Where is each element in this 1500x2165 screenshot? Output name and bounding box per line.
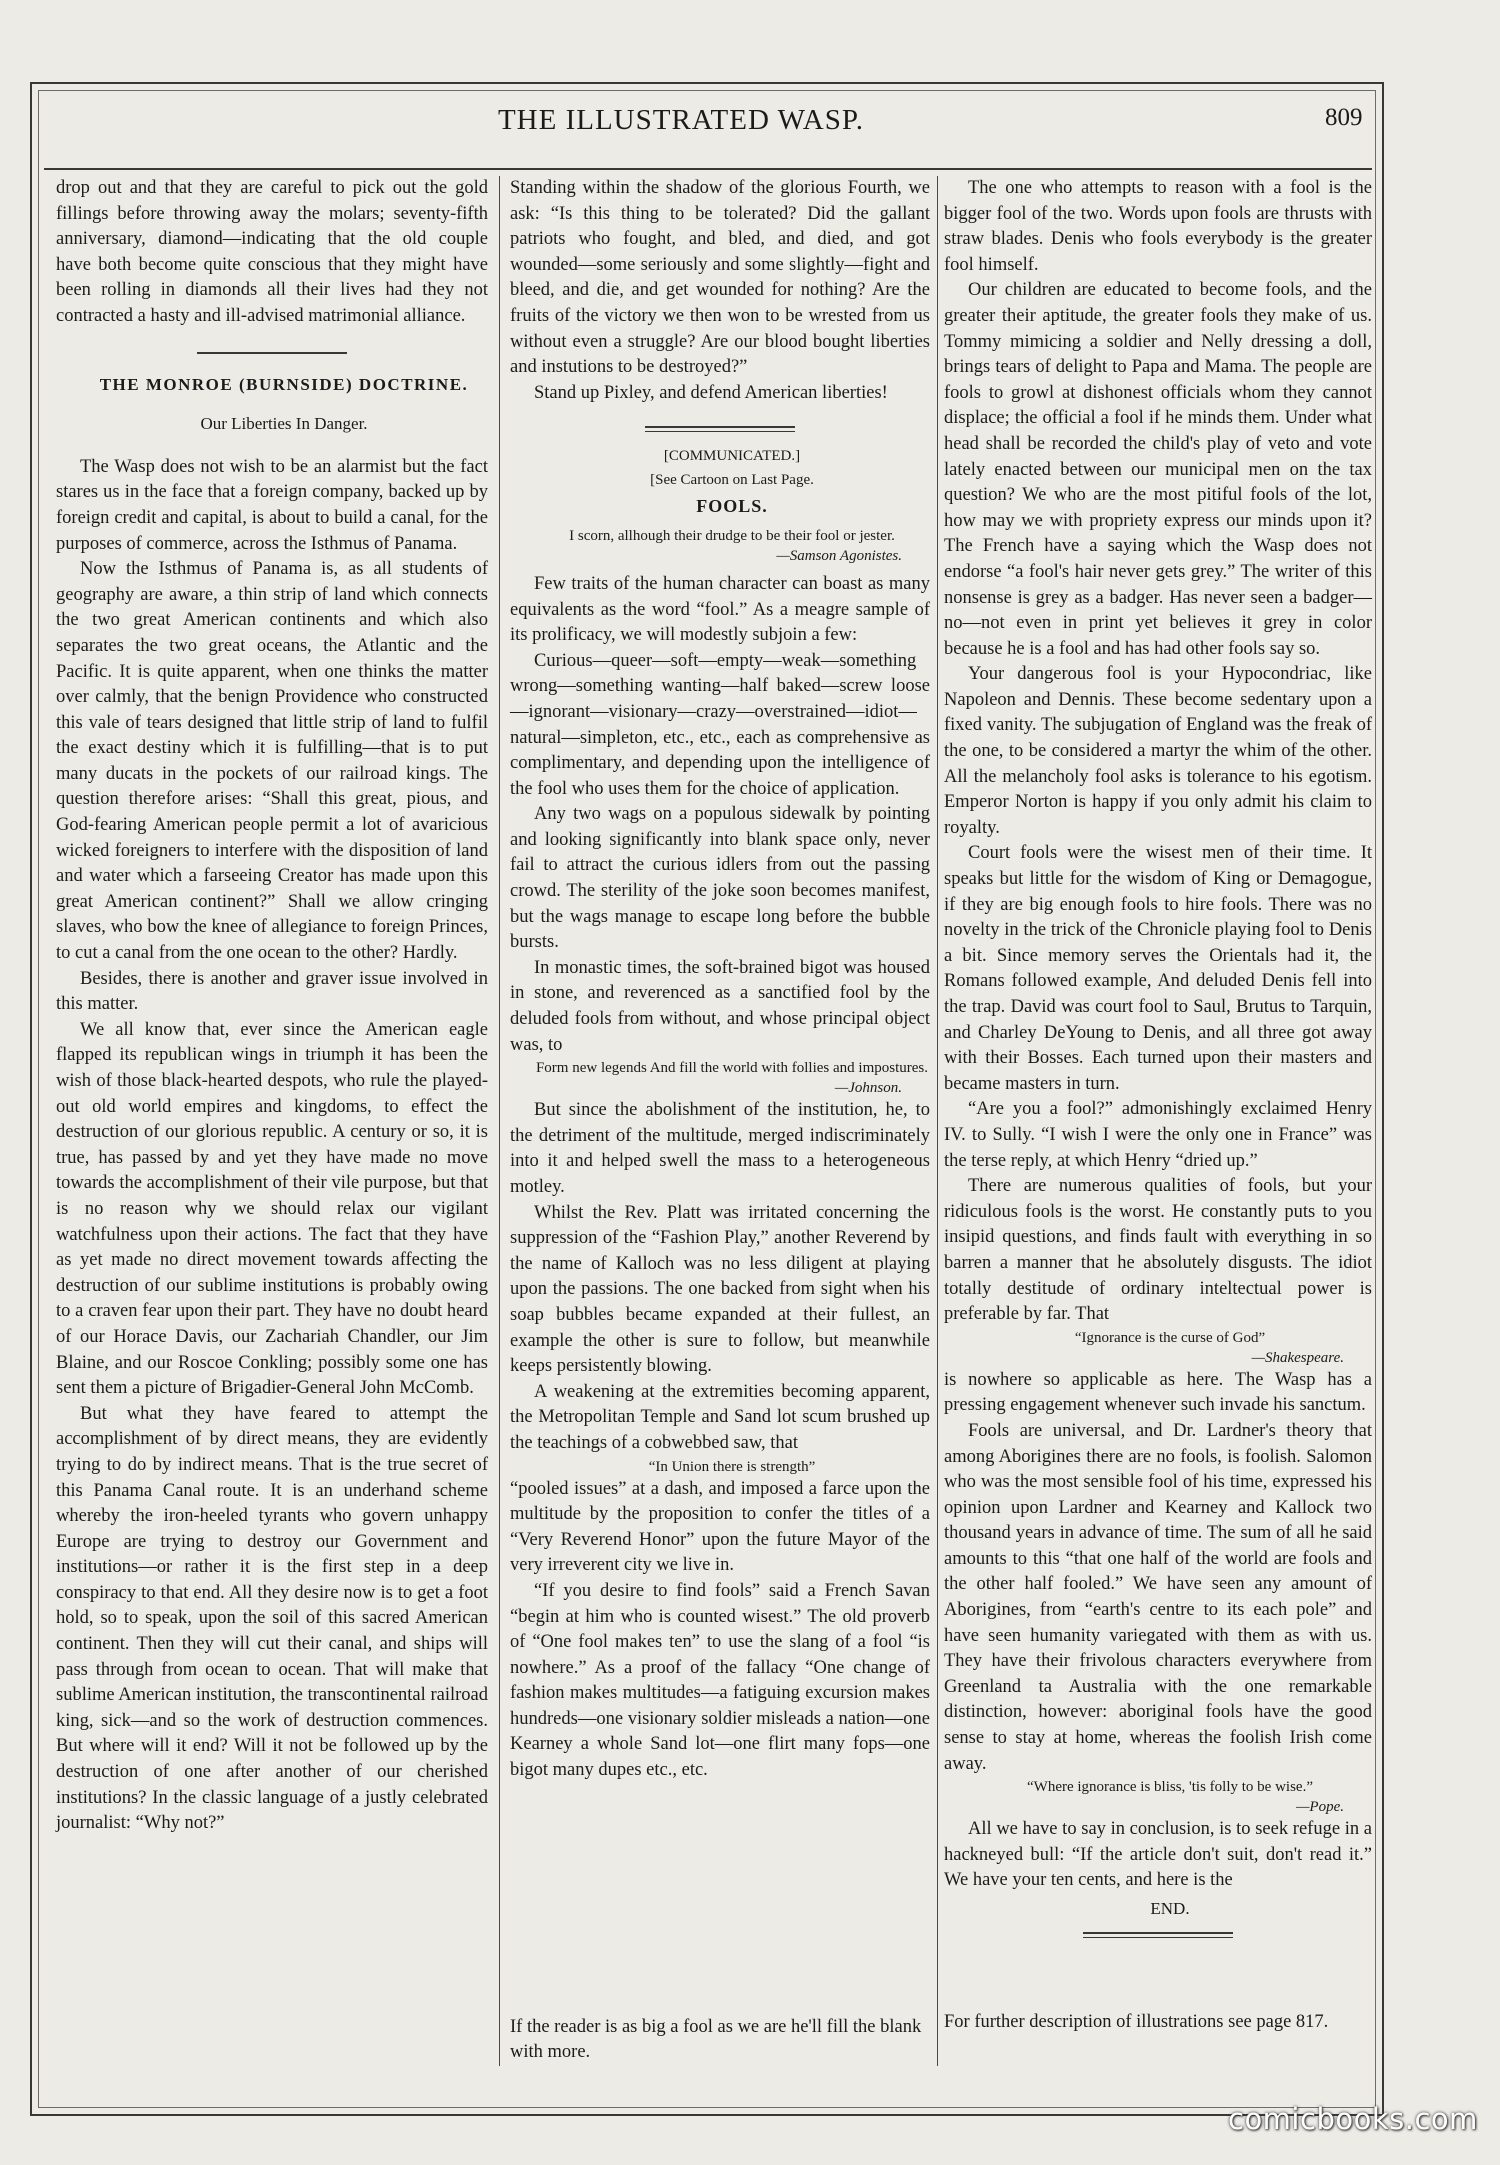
paragraph: The Wasp does not wish to be an alarmist but the fact stares us in the face that a foreign company, backed up by foreign credit and capital, is about to build a canal, for the purposes of commerce, across the Isthmus of Panama. — [56, 456, 488, 554]
quotation-attribution: —Johnson. — [834, 1080, 902, 1097]
column-2 — [510, 176, 930, 1784]
paragraph: is nowhere so applicable as here. The Wasp has a pressing engagement whenever such invade his sanctum. — [944, 1369, 1372, 1416]
paragraph: Fools are universal, and Dr. Lardner's theory that among Aborigines there are no fools, is foolish. Salomon who was the most sensible fool of his time, expressed his opinion upon Lardner and Kearney and Kallock two thousand years in advance of time. The sum of all he said amounts to this “that one half of the world are fools and the other half fooled.” We have seen any amount of Aborigines, from “earth's centre to its each pole” and have seen humanity variegated with them as with us. They have their frivolous characters everywhere from Greenland ta Australia with the one remarkable distinction, however: aboriginal fools have the good sense to stay at home, whereas the foolish Irish come away. — [944, 1420, 1372, 1774]
article-title: FOOLS. — [696, 496, 768, 517]
paragraph: Now the Isthmus of Panama is, as all students of geography are aware, a thin strip of land which connects the two great American continents and which also separates the two great oceans, the Atlantic and the Pacific. It is quite apparent, when one thinks the matter over calmly, that the benign Providence who constructed this vale of tears designed that little strip of land to fulfil the exact destiny which it is fulfilling—that is to put many ducats in the pockets of our railroad kings. The question therefore arises: “Shall this great, pious, and God-fearing American people permit a lot of avaricious wicked foreigners to interfere with the disposition of land and water which a farseeing Creator has made upon this great American continent?” Shall we allow cringing slaves, who bow the knee of allegiance to foreign Princes, to cut a canal from the one ocean to the other? Hardly. — [56, 559, 488, 964]
column-3 — [944, 176, 1372, 1946]
column-divider — [499, 176, 500, 2066]
communicated-label: [COMMUNICATED.] — [663, 448, 801, 465]
page-number: 809 — [1325, 104, 1363, 131]
paragraph: Standing within the shadow of the glorious Fourth, we ask: “Is this thing to be tolerated? Did the gallant patriots who fought, and bled, and died, and got wounded—some seriously and some slightly—fight and bleed, and die, and get wounded for nothing? Are the fruits of the victory we then won to be wrested from us without even a struggle? Are our blood bought liberties and instutions to be destroyed?” — [510, 178, 930, 378]
quotation: Form new legends And fill the world with follies and impostures. — [535, 1060, 929, 1077]
section-rule — [645, 426, 795, 432]
epigraph: I scorn, allhough their drudge to be their fool or jester. — [569, 527, 895, 544]
paragraph: A weakening at the extremities becoming apparent, the Metropolitan Temple and Sand lot scum brushed up the teachings of a cobwebbed saw, that — [510, 1381, 930, 1453]
quotation: “Ignorance is the curse of God” — [1074, 1329, 1266, 1346]
quotation: “Where ignorance is bliss, 'tis folly to be wise.” — [1027, 1779, 1313, 1796]
quotation: “In Union there is strength” — [648, 1458, 816, 1475]
paragraph: Stand up Pixley, and defend American liberties! — [534, 382, 888, 403]
paragraph: “pooled issues” at a dash, and imposed a farce upon the multitude by the proposition to confer the titles of a “Very Reverend Honor” upon the future Mayor of the very irreverent city we live in. — [510, 1478, 930, 1576]
paragraph: In monastic times, the soft-brained bigot was housed in stone, and reverenced as a sanctified fool by the deluded fools from without, and whose principal object was, to — [510, 957, 930, 1055]
paragraph: We all know that, ever since the American eagle flapped its republican wings in triumph it has been the wish of those black-hearted despots, who rule the played-out old world empires and kingdoms, to effect the destruction of our glorious republic. A century or so, it is true, has passed by and yet they have made no move towards the accomplishment of their vile purpose, but that is no reason why we should relax our vigilant watchfulness upon their actions. The fact that they have as yet made no direct movement towards affecting the destruction of our sublime institutions is probably owing to a craven fear upon their part. They have no doubt heard of our Horace Davis, our Zachariah Chandler, our Jim Blaine, and our Roscoe Conkling; possibly some one has sent them a picture of Brigadier-General John McComb. — [56, 1019, 488, 1399]
article-subtitle: Our Liberties In Danger. — [200, 414, 368, 434]
paragraph: All we have to say in conclusion, is to seek refuge in a hackneyed bull: “If the article don't suit, don't read it.” We have your ten cents, and here is the — [944, 1819, 1372, 1891]
column-1 — [56, 176, 488, 1837]
paragraph: “Are you a fool?” admonishingly exclaimed Henry IV. to Sully. “I wish I were the only one in France” was the terse reply, at which Henry “dried up.” — [944, 1099, 1372, 1171]
epigraph-attribution: —Samson Agonistes. — [776, 547, 902, 564]
page-header-title: THE ILLUSTRATED WASP. — [497, 104, 865, 136]
paragraph: Our children are educated to become fools, and the greater their aptitude, the greater fools they make of us. Tommy mimicing a soldier and Nelly dressing a doll, brings tears of delight to Papa and Mama. The people are fools to growl at dishonest officials whom they cannot displace; the official a fool if he minds them. Under what head shall be recorded the child's play of veto and vote lately enacted between our municipal men on the tax question? We who are the most pitiful fools of the lot, how may we with propriety express our minds upon it? The French have a saying which the Wasp does not endorse “a fool's hair never gets grey.” The writer of this nonsense is grey as a badger. Has never seen a badger—no—not even in print yet believes it grey in color because he is a fool and has had other fools say so. — [944, 280, 1372, 659]
header-rule — [44, 168, 1372, 170]
paragraph: “If you desire to find fools” said a French Savan “begin at him who is counted wisest.” The old proverb of “One fool makes ten” to use the slang of a fool “is nowhere.” As a proof of the fallacy “One change of fashion makes multitudes—a fatiguing excursion makes hundreds—one visionary soldier misleads a nation—one Kearney a whole Sand lot—one flirt many fops—one bigot many dupes etc., etc. — [510, 1580, 930, 1781]
end-mark: END. — [1150, 1899, 1190, 1918]
closing-note: If the reader is as big a fool as we are he'll fill the blank with more. — [510, 2017, 922, 2062]
site-watermark: comicbooks.com — [1228, 2102, 1478, 2136]
quotation-attribution: —Pope. — [1296, 1799, 1344, 1816]
paragraph: Curious—queer—soft—empty—weak—something wrong—something wanting—half baked—screw loose—ignorant—visionary—crazy—overstrained—idiot—natural—simpleton, etc., etc., each as comprehensive as complimentary, and depending upon the intelligence of the fool who uses them for the choice of application. — [510, 650, 930, 799]
paragraph: Your dangerous fool is your Hypocondriac, like Napoleon and Dennis. These become sedentary upon a fixed vanity. The subjugation of England was the freak of the one, to be considered a martyr the whim of the other. All the melancholy fool asks is tolerance to his egotism. Emperor Norton is happy if you only admit his claim to royalty. — [944, 664, 1372, 838]
illustrations-note: For further description of illustrations see page 817. — [944, 2012, 1329, 2032]
paragraph: There are numerous qualities of fools, but your ridiculous fools is the worst. He constantly puts to you insipid questions, and finds fault with everything in so barren a manner that he absolutely disgusts. The idiot totally destitude of ordinary inteltectual power is preferable by far. That — [944, 1176, 1372, 1325]
paragraph: Whilst the Rev. Platt was irritated concerning the suppression of the “Fashion Play,” another Reverend by the name of Kalloch was no less diligent at playing upon the passions. The one backed from sight when his soap bubbles became expanded at their fullest, an example the other is sure to follow, but meanwhile keeps persistently blowing. — [510, 1202, 930, 1377]
cartoon-note: [See Cartoon on Last Page. — [650, 472, 814, 489]
paragraph: Court fools were the wisest men of their time. It speaks but little for the wisdom of King or Demagogue, if they are big enough fools to hire fools. There was no novelty in the trick of the Chronicle playing fool to Denis a bit. Since memory serves the Orientals had it, the Romans followed example, And deluded Denis fell into the trap. David was court fool to Saul, Brutus to Tarquin, and Charley DeYoung to Denis, and all three got away with their Bosses. Each turned upon their masters and became masters in turn. — [944, 843, 1372, 1094]
paragraph: drop out and that they are careful to pick out the gold fillings before throwing away the molars; seventy-fifth anniversary, diamond—indicating that the old couple have both become quite conscious that they might have been rolling in diamonds all their lives had they not contracted a hasty and ill-advised matrimonial alliance. — [56, 178, 488, 326]
paragraph: Few traits of the human character can boast as many equivalents as the word “fool.” As a meagre sample of its prolificacy, we will modestly subjoin a few: — [510, 573, 930, 646]
column-divider — [937, 176, 938, 2066]
section-rule — [1083, 1932, 1233, 1938]
paragraph: Besides, there is another and graver issue involved in this matter. — [56, 968, 488, 1015]
paragraph: The one who attempts to reason with a fool is the bigger fool of the two. Words upon fools are thrusts with straw blades. Denis who fools everybody is the greater fool himself. — [944, 178, 1372, 275]
article-title: THE MONROE (BURNSIDE) DOCTRINE. — [99, 374, 469, 394]
paragraph: But what they have feared to attempt the accomplishment of by direct means, they are evidently trying to do by indirect means. That is the true secret of this Panama Canal route. It is an underhand scheme whereby the iron-heeled tyrants who govern unhappy Europe are trying to destroy our Government and institutions—or rather it is the first step in a deep conspiracy to that end. All they desire now is to get a foot hold, so to speak, upon the soil of this sacred American continent. Then they will cut their canal, and ships will pass through from ocean to ocean. That will make that sublime American institution, the transcontinental railroad king, sick—and so the work of destruction commences. But where will it end? Will it not be followed up by the destruction of one after another of our cherished institutions? In the classic language of a justly celebrated journalist: “Why not?” — [56, 1403, 488, 1834]
paragraph: Any two wags on a populous sidewalk by pointing and looking significantly into blank space only, never fail to attract the curious idlers from out the passing crowd. The sterility of the joke soon becomes manifest, but the wags manage to escape long before the bubble bursts. — [510, 804, 930, 953]
section-rule — [197, 352, 347, 354]
quotation-attribution: —Shakespeare. — [1251, 1349, 1344, 1366]
paragraph: But since the abolishment of the institution, he, to the detriment of the multitude, merged indiscriminately into it and helped swell the mass to a heterogeneous motley. — [510, 1100, 930, 1197]
